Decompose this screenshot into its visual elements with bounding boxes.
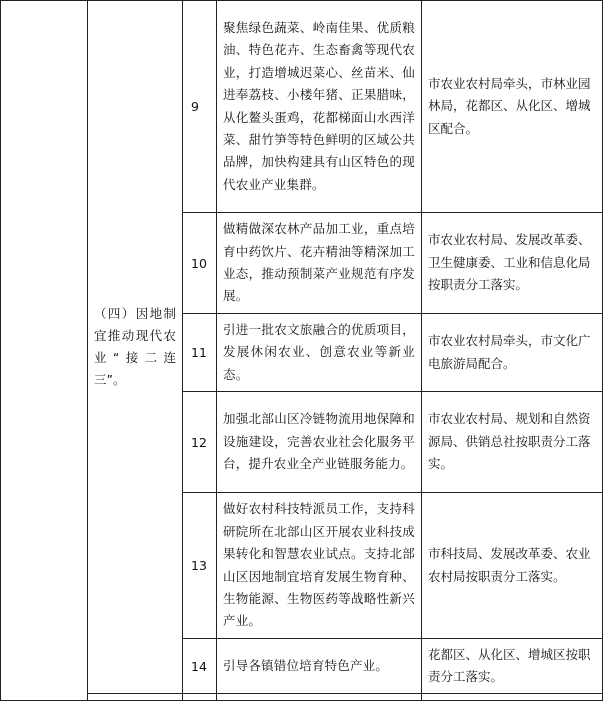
task-cell: 加强北部山区冷链物流用地保障和设施建设，完善农业社会化服务平台，提升农业全产业链服务能力。 bbox=[217, 392, 422, 493]
category-cell: （四）因地制宜推动现代农业“接二连三”。 bbox=[88, 1, 183, 694]
responsibility-cell: 市农业农村局牵头，市林业园林局，花都区、从化区、增城区配合。 bbox=[422, 1, 603, 213]
task-cell: 引进一批农文旅融合的优质项目，发展休闲农业、创意农业等新业态。 bbox=[217, 314, 422, 392]
row-number: 10 bbox=[183, 213, 217, 314]
cutoff-cell bbox=[422, 694, 603, 701]
responsibility-cell: 市农业农村局牵头，市文化广电旅游局配合。 bbox=[422, 314, 603, 392]
table-row bbox=[1, 1, 603, 213]
task-cell: 做好农村科技特派员工作，支持科研院所在北部山区开展农业科技成果转化和智慧农业试点。支持北部山区因地制宜培育发展生物育种、生物能源、生物医药等战略性新兴产业。 bbox=[217, 493, 422, 639]
row-number: 12 bbox=[183, 392, 217, 493]
task-cell: 引导各镇错位培育特色产业。 bbox=[217, 639, 422, 694]
cutoff-cell bbox=[183, 694, 217, 701]
task-cell: 聚焦绿色蔬菜、岭南佳果、优质粮油、特色花卉、生态畜禽等现代农业，打造增城迟菜心、丝苗米、仙进奉荔枝、小楼年猪、正果腊味，从化鳌头蛋鸡，花都梯面山水西洋菜、甜竹笋等特色鲜明的区域公共品牌，加快构建具有山区特色的现代农业产业集群。 bbox=[217, 1, 422, 213]
cutoff-cell bbox=[88, 694, 183, 701]
table-row-cutoff bbox=[1, 694, 603, 701]
task-cell: 做精做深农林产品加工业，重点培育中药饮片、花卉精油等精深加工业态，推动预制菜产业规范有序发展。 bbox=[217, 213, 422, 314]
responsibility-cell: 市农业农村局、发展改革委、卫生健康委、工业和信息化局按职责分工落实。 bbox=[422, 213, 603, 314]
cutoff-cell bbox=[217, 694, 422, 701]
responsibility-cell: 市农业农村局、规划和自然资源局、供销总社按职责分工落实。 bbox=[422, 392, 603, 493]
row-number: 9 bbox=[183, 1, 217, 213]
responsibility-cell: 花都区、从化区、增城区按职责分工落实。 bbox=[422, 639, 603, 694]
blank-column-cell bbox=[1, 1, 88, 701]
row-number: 14 bbox=[183, 639, 217, 694]
responsibility-cell: 市科技局、发展改革委、农业农村局按职责分工落实。 bbox=[422, 493, 603, 639]
row-number: 11 bbox=[183, 314, 217, 392]
row-number: 13 bbox=[183, 493, 217, 639]
